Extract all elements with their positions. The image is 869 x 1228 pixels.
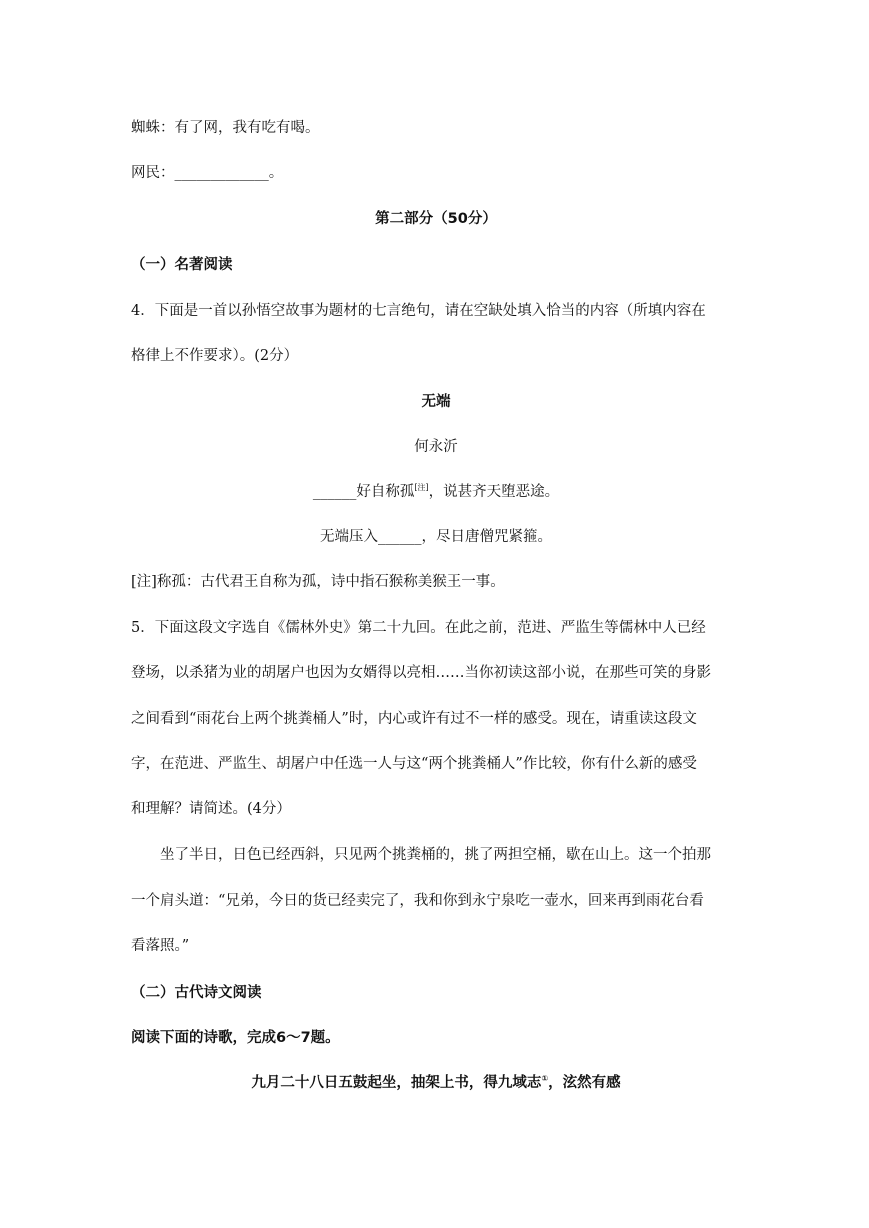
poem-verse-1-start: ______好自称孤 [312, 484, 415, 500]
poem-2-title [131, 1073, 741, 1093]
poem-verse-1 [131, 482, 741, 502]
excerpt-line-1: 坐了半日，日色已经西斜，只见两个挑粪桶的，挑了两担空桶，歇在山上。这一个拍那 [160, 847, 711, 863]
question-4-line-2: 格律上不作要求）。(2分） [131, 348, 299, 364]
poem-2-title-start: 九月二十八日五鼓起坐，抽架上书，得九域志 [251, 1075, 542, 1091]
poem-verse-1-end: ，说甚齐天堕恶途。 [428, 484, 560, 500]
part-two-heading: 第二部分（50分） [375, 211, 497, 227]
question-5-line-2: 登场，以杀猪为业的胡屠户也因为女婿得以亮相……当你初读这部小说，在那些可笑的身影 [131, 665, 711, 681]
question-4-line-1: 4．下面是一首以孙悟空故事为题材的七言绝句，请在空缺处填入恰当的内容（所填内容在 [131, 303, 706, 319]
section-two-heading: （二）古代诗文阅读 [131, 985, 262, 1001]
question-5-line-5: 和理解？请简述。(4分） [131, 801, 291, 817]
question-5-line-1: 5．下面这段文字选自《儒林外史》第二十九回。在此之前，范进、严监生等儒林中人已经 [131, 620, 706, 636]
section-two-instruction: 阅读下面的诗歌，完成6～7题。 [131, 1030, 340, 1046]
poem-author: 何永沂 [414, 439, 458, 455]
excerpt-line-2: 一个肩头道：“兄弟，今日的货已经卖完了，我和你到永宁泉吃一壶水，回来再到雨花台看 [131, 893, 704, 909]
poem-2-title-end: ，泫然有感 [548, 1075, 621, 1091]
footnote-marker: [注] [414, 483, 429, 492]
poem-note: [注]称孤：古代君王自称为孤，诗中指石猴称美猴王一事。 [131, 574, 505, 590]
section-one-heading: （一）名著阅读 [131, 257, 233, 273]
excerpt-line-3: 看落照。” [131, 938, 190, 954]
footnote-marker: ① [541, 1074, 549, 1083]
poem-title: 无端 [421, 394, 451, 410]
spider-line: 蜘蛛：有了网，我有吃有喝。 [131, 120, 320, 136]
question-5-line-4: 字，在范进、严监生、胡屠户中任选一人与这“两个挑粪桶人”作比较，你有什么新的感受 [131, 756, 697, 772]
question-5-line-3: 之间看到“雨花台上两个挑粪桶人”时，内心或许有过不一样的感受。现在，请重读这段文 [131, 711, 697, 727]
netizen-line: 网民：_____________。 [131, 165, 284, 181]
poem-verse-2: 无端压入______，尽日唐僧咒紧箍。 [320, 529, 552, 545]
